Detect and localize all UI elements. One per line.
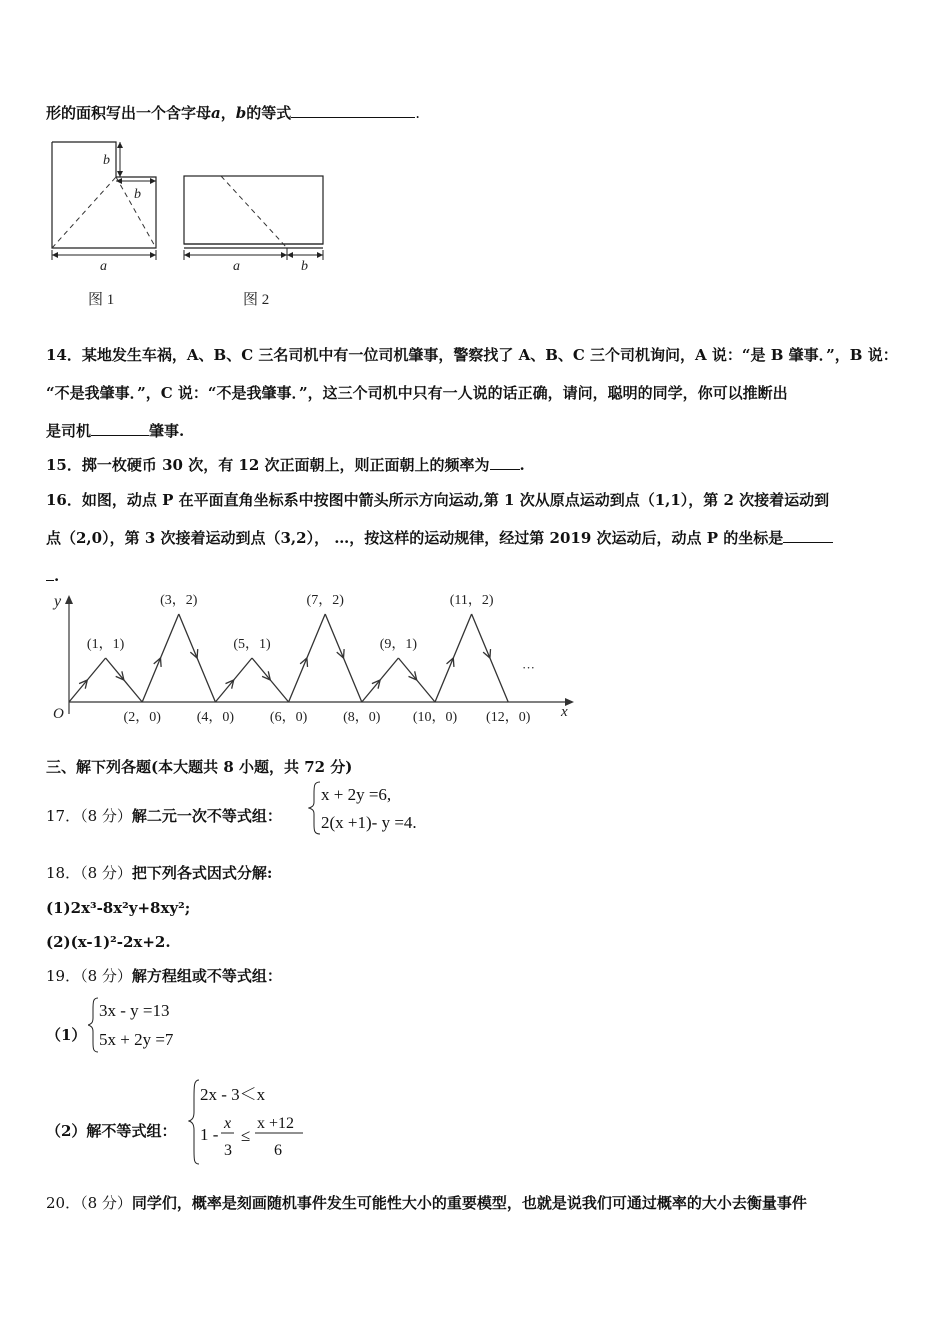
point-label: (2，0): [123, 710, 161, 725]
q16-line-1: 16．如图，动点 P 在平面直角坐标系中按图中箭头所示方向运动,第 1 次从原点运动到点（1,1），第 2 次接着运动到: [46, 491, 830, 509]
point-label: (10，0): [412, 710, 458, 725]
svg-text:6: 6: [274, 1142, 282, 1159]
svg-text:图 1: 图 1: [88, 292, 115, 308]
q14-line-2: “不是我肇事．”，C 说：“不是我肇事．”，这三个司机中只有一人说的话正确，请问，聪明的同学，你可以推断出: [46, 384, 788, 402]
point-label: (6，0): [269, 710, 308, 725]
point-label: (7，2): [306, 593, 344, 608]
zigzag-path: [69, 593, 531, 725]
point-label: (12，0): [486, 710, 531, 725]
svg-text:a: a: [100, 259, 107, 274]
figure-1: [52, 142, 156, 308]
svg-text:≤: ≤: [241, 1126, 251, 1145]
point-label: (3，2): [160, 593, 198, 608]
q19-part-2-label: （2）解不等式组：: [46, 1122, 177, 1140]
q13-answer-blank[interactable]: [291, 103, 415, 118]
q15-answer-blank[interactable]: [490, 455, 520, 470]
q16-answer-blank-cont[interactable]: [46, 566, 54, 581]
x-axis-label: x: [561, 704, 568, 720]
svg-text:x +12: x +12: [257, 1115, 295, 1132]
q17-line: 17．（8 分）解二元一次不等式组：: [46, 807, 282, 825]
q14-answer-blank[interactable]: [91, 421, 149, 436]
point-label: (1，1): [86, 637, 125, 652]
q19-part-1-label: （1）: [46, 1026, 87, 1044]
origin-label: O: [53, 706, 64, 722]
q15-line: 15．掷一枚硬币 30 次，有 12 次正面朝上，则正面朝上的频率为 .: [46, 456, 525, 474]
point-label: (8，0): [343, 710, 381, 725]
svg-text:b: b: [301, 259, 308, 274]
q16-answer-blank[interactable]: [783, 528, 833, 543]
figure-2: [184, 176, 323, 308]
ellipsis-label: ···: [522, 660, 535, 675]
q19-line: 19．（8 分）解方程组或不等式组：: [46, 967, 282, 985]
svg-text:b: b: [134, 187, 141, 202]
section-3-title: 三、解下列各题(本大题共 8 小题，共 72 分): [46, 758, 353, 776]
y-axis-label: y: [54, 593, 62, 610]
point-label: (9，1): [379, 637, 418, 652]
q16-line-2: 点（2,0），第 3 次接着运动到点（3,2）， …，按这样的运动规律，经过第 2019 次运动后，动点 P 的坐标是: [46, 528, 833, 548]
q19-system-1: [88, 996, 218, 1054]
q16-line-3: .: [46, 566, 59, 586]
q17-eq1: x + 2y =6,: [321, 785, 392, 804]
q20-line: 20．（8 分）同学们，概率是刻画随机事件发生可能性大小的重要模型，也就是说我们可通过概率的大小去衡量事件: [46, 1194, 807, 1212]
q18-part-2: (2)(x-1)²-2x+2.: [46, 933, 171, 951]
q13-line: 形的面积写出一个含字母a，b的等式 .: [46, 104, 421, 122]
q19-p1-eq1: 3x - y =13: [99, 1001, 170, 1020]
zigzag-graph: [44, 590, 584, 730]
svg-text:b: b: [103, 153, 110, 168]
point-label: (4，0): [196, 710, 235, 725]
q17-eq2: 2(x +1)- y =4.: [321, 813, 417, 832]
q18-part-1: (1)2x³-8x²y+8xy²;: [46, 899, 191, 917]
q19-p1-eq2: 5x + 2y =7: [99, 1030, 174, 1049]
q17-system: [308, 780, 468, 836]
svg-text:1 -: 1 -: [200, 1125, 219, 1144]
svg-text:a: a: [233, 259, 240, 274]
q19-p2-eq1: 2x - 3＜x: [200, 1085, 266, 1104]
q14-line-1: 14．某地发生车祸，A、B、C 三名司机中有一位司机肇事，警察找了 A、B、C 三个司机询问，A 说：“是 B 肇事．”，B 说：: [46, 346, 898, 364]
svg-text:3: 3: [224, 1142, 232, 1159]
svg-text:图 2: 图 2: [243, 292, 270, 308]
q19-system-2: [188, 1078, 328, 1168]
svg-text:x: x: [224, 1115, 232, 1132]
q14-line-3: 是司机 肇事.: [46, 422, 185, 440]
q18-line: 18．（8 分）把下列各式因式分解:: [46, 864, 273, 882]
area-figures: [40, 132, 340, 317]
point-label: (5，1): [233, 637, 271, 652]
point-label: (11，2): [449, 593, 494, 608]
